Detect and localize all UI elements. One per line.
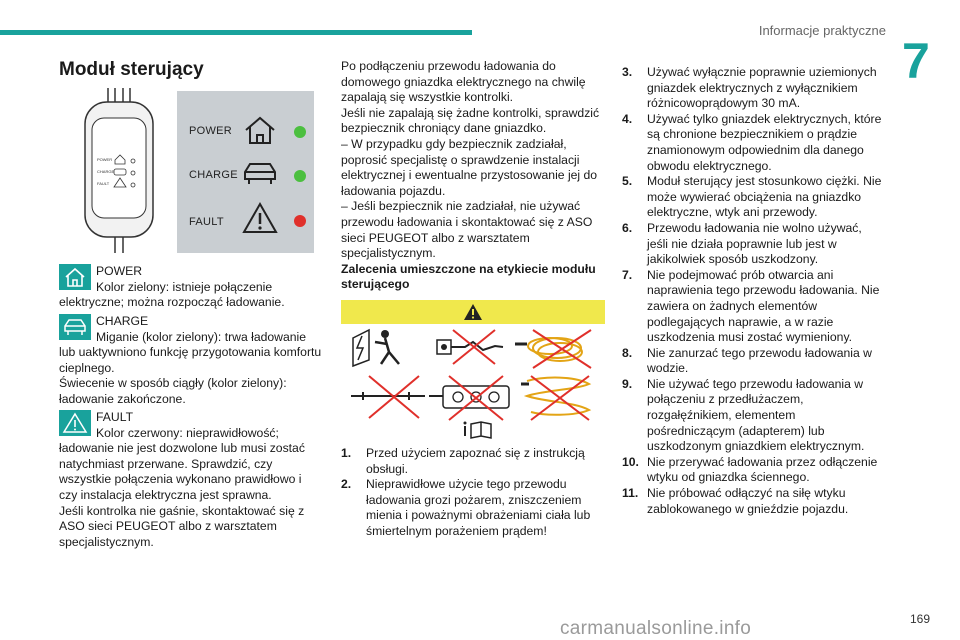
no-tangled-cable-pictogram [521, 376, 589, 420]
warning-triangle-icon [463, 303, 483, 321]
fault-line1: Kolor czerwony: nieprawidłowość; [96, 425, 279, 440]
list-item [341, 477, 605, 539]
house-icon [243, 115, 277, 145]
label-pictograms [345, 326, 603, 446]
list-number: 5. [622, 174, 633, 189]
svg-text:FAULT: FAULT [97, 181, 110, 186]
electric-shock-pictogram [353, 330, 399, 366]
list-text: Używać wyłącznie poprawnie uziemionych gniazdek elektrycznych z wyłącznikiem różnicowoprądowym 30 mA. [647, 65, 877, 111]
list-item [622, 221, 886, 268]
page-title: Moduł sterujący [59, 59, 204, 80]
car-icon [241, 159, 279, 187]
fault-description [59, 410, 323, 550]
charge-line1: Miganie (kolor zielony): trwa ładowanie [96, 329, 306, 344]
list-text: Nieprawidłowe użycie tego przewodu ładowania grozi pożarem, zniszczeniem mienia i poważnymi obrażeniami ciała lub śmiertelnym porażeniem prądem! [366, 477, 591, 538]
list-number: 7. [622, 267, 633, 282]
list-text: Nie zanurzać tego przewodu ładowania w wodzie. [647, 345, 872, 376]
list-number: 1. [341, 446, 352, 460]
list-item [622, 455, 886, 486]
list-text: Przewodu ładowania nie wolno używać, jeśli nie działa poprawnie lub jest w jakikolwiek sposób uszkodzony. [647, 220, 862, 267]
list-item [622, 377, 886, 455]
list-text: Moduł sterujący jest stosunkowo ciężki. Nie może wywierać obciążenia na gniazdko elektryczne, wtyk ani przewody. [647, 174, 882, 220]
list-item [622, 112, 886, 174]
label-list-column-2 [341, 446, 605, 540]
fault-rest: ładowanie nie jest dozwolone lub musi zostać natychmiast przerwane. Sprawdzić, czy wszystkie połączenia wykonano prawidłowo i czy instalacja elektryczna jest sprawna. [59, 441, 305, 502]
control-module-illustration [75, 88, 165, 253]
list-number: 3. [622, 65, 633, 79]
paragraph-fuse-check: Jeśli nie zapalają się żadne kontrolki, sprawdzić bezpiecznik chroniący dane gniazdko. [341, 105, 600, 136]
charge-description [59, 314, 323, 408]
indicator-panel [177, 91, 314, 253]
list-text: Nie przerywać ładowania przez odłączenie wtyku od gniazdka ściennego. [647, 454, 878, 485]
list-item [622, 346, 886, 377]
charge-rest: lub uaktywniono funkcję przygotowania komfortu cieplnego. [59, 345, 322, 375]
charge-led [294, 170, 306, 182]
chapter-number: 7 [902, 33, 930, 89]
svg-text:CHARGE: CHARGE [97, 169, 115, 174]
charge-title: CHARGE [96, 314, 149, 328]
header-accent-bar [0, 30, 472, 35]
fault-led [294, 215, 306, 227]
paragraph-fuse-tripped: – W przypadku gdy bezpiecznik zadziałał, poprosić specjalistę o sprawdzenie instalacji elektrycznej i ewentualne przystosowanie jej do ładowania pojazdu. [341, 136, 598, 198]
list-number: 2. [341, 477, 352, 492]
list-text: Nie próbować odłączyć na siłę wtyku zablokowanego w gnieździe pojazdu. [647, 486, 849, 516]
list-text: Używać tylko gniazdek elektrycznych, które są chronione bezpiecznikiem o prądzie znamionowym odpowiednim dla danego obwodu elektrycznego. [647, 111, 882, 173]
list-number: 6. [622, 220, 633, 235]
panel-charge-label: CHARGE [189, 169, 238, 181]
list-number: 8. [622, 345, 633, 360]
paragraph-connection: Po podłączeniu przewodu ładowania do domowego gniazdka elektrycznego na chwilę zapalają się wszystkie kontrolki. [341, 59, 586, 105]
fault-title: FAULT [96, 410, 134, 424]
page-number: 169 [909, 612, 930, 626]
section-title: Informacje praktyczne [758, 23, 886, 38]
no-coiled-cable-pictogram [515, 330, 591, 368]
paragraph-fuse-ok: – Jeśli bezpiecznik nie zadziałał, nie używać przewodu ładowania i skontaktować się z ASO sieci PEUGEOT albo z warsztatem specjalistycznym. [341, 199, 593, 261]
list-number: 4. [622, 111, 633, 126]
list-item [622, 486, 886, 517]
no-power-strip-pictogram [429, 376, 509, 420]
power-led [294, 126, 306, 138]
fault-extra: Jeśli kontrolka nie gaśnie, skontaktować się z ASO sieci PEUGEOT albo z warsztatem specjalistycznym. [59, 503, 305, 549]
list-item [622, 268, 886, 346]
list-item [622, 174, 886, 221]
power-title: POWER [96, 264, 143, 278]
no-extension-cable-pictogram [351, 376, 425, 418]
list-text: Przed użyciem zapoznać się z instrukcją obsługi. [366, 446, 585, 476]
label-list-column-3 [622, 65, 886, 517]
label-warning-band [341, 300, 605, 324]
power-line1: Kolor zielony: istnieje połączenie [96, 279, 273, 294]
power-description [59, 264, 323, 311]
warning-triangle-icon [241, 201, 279, 235]
list-number: 11. [622, 486, 639, 501]
list-text: Nie podejmować prób otwarcia ani naprawienia tego przewodu ładowania. Nie zawiera on żadnych elementów podlegających naprawie, a w razie uszkodzenia musi zostać wymieniony. [647, 267, 880, 345]
label-heading: Zalecenia umieszczone na etykiecie modułu sterującego [341, 261, 596, 292]
power-rest: elektryczne; można rozpocząć ładowanie. [59, 295, 285, 310]
list-number: 10. [622, 454, 639, 469]
charge-extra: Świecenie w sposób ciągły (kolor zielony): ładowanie zakończone. [59, 376, 287, 406]
panel-power-label: POWER [189, 125, 233, 137]
column-2-text [341, 59, 605, 293]
watermark: carmanualsonline.info [560, 618, 752, 639]
list-number: 9. [622, 376, 633, 391]
read-manual-pictogram [464, 422, 492, 439]
list-text: Nie używać tego przewodu ładowania w połączeniu z przedłużaczem, rozgałęźnikiem, elementem pośredniczącym (adapterem) lub uszkodzonym gniazdkiem elektrycznym. [647, 376, 865, 454]
panel-fault-label: FAULT [189, 216, 224, 228]
list-item [341, 446, 605, 477]
svg-text:POWER: POWER [97, 157, 113, 162]
no-damaged-socket-pictogram [437, 330, 503, 364]
list-item [622, 65, 886, 112]
